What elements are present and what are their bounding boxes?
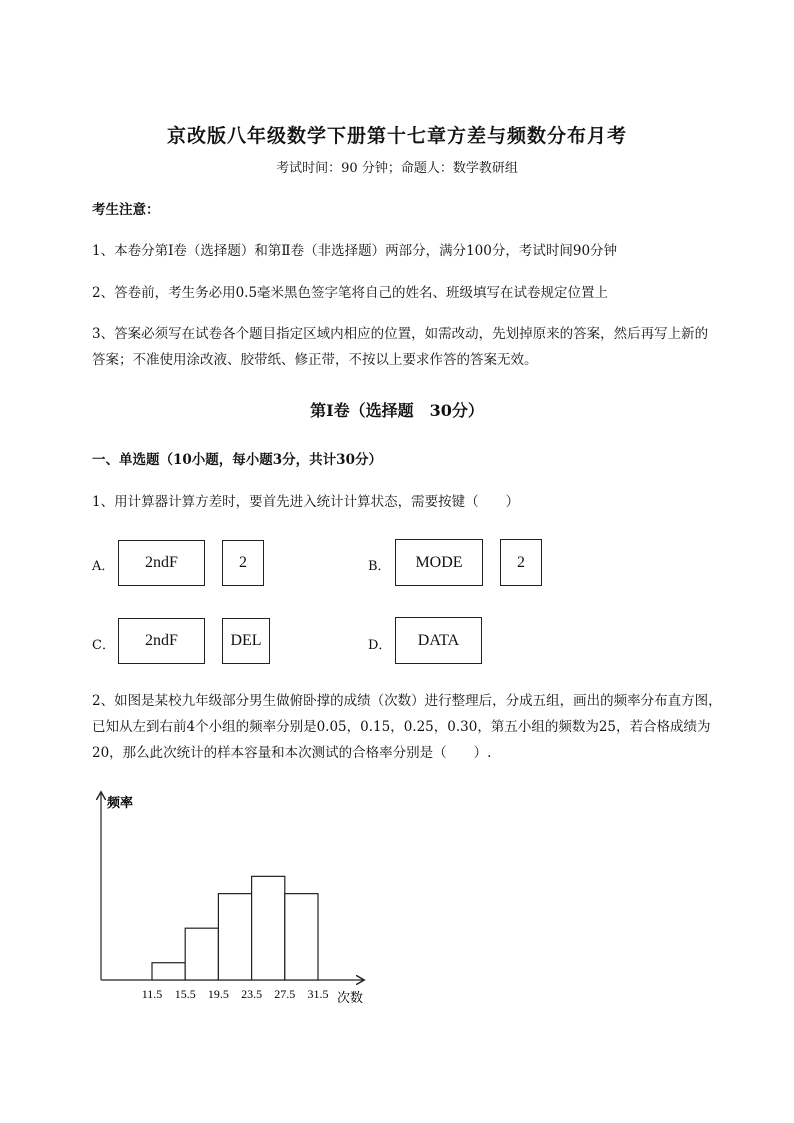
- histogram-bar-1: [152, 963, 185, 980]
- notice-item-2: 2、答卷前，考生务必用0.5毫米黑色签字笔将自己的姓名、班级填写在试卷规定位置上: [92, 285, 609, 301]
- option-b-key-1: MODE: [395, 539, 483, 586]
- option-b-key-2: 2: [500, 539, 542, 586]
- option-c-label: C．: [92, 638, 115, 653]
- x-tick-label: 15.5: [174, 987, 196, 1001]
- question-2-stem: 2、如图是某校九年级部分男生做俯卧撑的成绩（次数）进行整理后，分成五组，画出的频率分布直方图，已知从左到右前4个小组的频率分别是0.05，0.15，0.25，0.30，第五小组的频数为25，若合格成绩为20，那么此次统计的样本容量和本次测试的合格率分别是（ ）.: [92, 693, 722, 761]
- option-a-label: A．: [92, 559, 115, 574]
- option-a-key-1: 2ndF: [118, 540, 205, 586]
- page-title: 京改版八年级数学下册第十七章方差与频数分布月考: [166, 125, 627, 147]
- histogram-bar-2: [185, 928, 218, 980]
- part-title: 一、单选题（10小题，每小题3分，共计30分）: [92, 452, 382, 468]
- x-axis-label: 次数: [337, 990, 364, 1005]
- x-tick-label: 31.5: [307, 987, 329, 1001]
- y-axis-label: 频率: [107, 795, 134, 810]
- section-title: 第I卷（选择题 30分）: [310, 401, 484, 420]
- notice-item-1: 1、本卷分第I卷（选择题）和第Ⅱ卷（非选择题）两部分，满分100分，考试时间90分钟: [92, 243, 618, 259]
- x-tick-label: 23.5: [241, 987, 263, 1001]
- option-c-key-1: 2ndF: [118, 618, 205, 664]
- option-c-key-2: DEL: [222, 618, 270, 664]
- notice-item-3: 3、答案必须写在试卷各个题目指定区域内相应的位置，如需改动，先划掉原来的答案，然后再写上新的答案；不准使用涂改液、胶带纸、修正带，不按以上要求作答的答案无效。: [92, 326, 709, 368]
- histogram-bar-3: [218, 894, 251, 980]
- option-d-key-1: DATA: [395, 617, 482, 664]
- question-1-stem: 1、用计算器计算方差时，要首先进入统计计算状态，需要按键（ ）: [92, 494, 520, 510]
- x-tick-label: 11.5: [141, 987, 163, 1001]
- histogram-bar-5: [285, 894, 318, 980]
- option-d-label: D．: [368, 638, 392, 653]
- exam-info: 考试时间：90 分钟；命题人：数学教研组: [276, 161, 518, 176]
- option-a-key-2: 2: [222, 540, 264, 586]
- notice-heading: 考生注意：: [92, 202, 160, 218]
- histogram-bar-4: [252, 876, 285, 980]
- frequency-histogram: [85, 785, 385, 1015]
- x-tick-label: 19.5: [207, 987, 229, 1001]
- x-tick-label: 27.5: [274, 987, 296, 1001]
- option-b-label: B．: [368, 559, 391, 574]
